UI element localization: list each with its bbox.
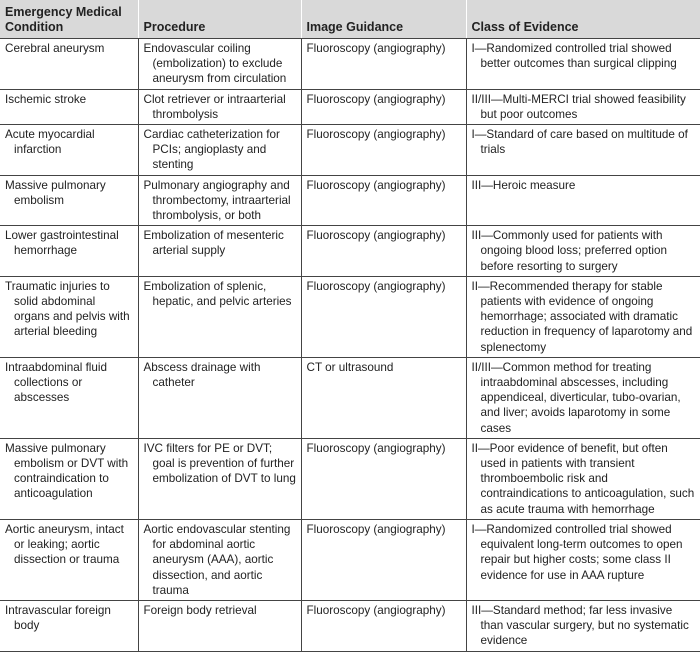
cell-guidance: Fluoroscopy (angiography) <box>301 438 466 519</box>
cell-evidence: I—Randomized controlled trial showed better outcomes than surgical clipping <box>466 39 700 90</box>
table-row <box>0 125 700 176</box>
table-row <box>0 438 700 519</box>
cell-evidence: I—Randomized controlled trial showed equivalent long-term outcomes to open repair but higher costs; some class II evidence for use in AAA rupture <box>466 519 700 600</box>
cell-procedure: Cardiac catheterization for PCIs; angioplasty and stenting <box>138 125 301 176</box>
cell-procedure: Embolization of mesenteric arterial supply <box>138 226 301 277</box>
cell-guidance: Fluoroscopy (angiography) <box>301 175 466 226</box>
table-row <box>0 600 700 651</box>
cell-guidance: Fluoroscopy (angiography) <box>301 39 466 90</box>
cell-condition: Massive pulmonary embolism <box>0 175 138 226</box>
cell-evidence: III—Standard method; far less invasive than vascular surgery, but no systematic evidence <box>466 600 700 651</box>
cell-procedure: Foreign body retrieval <box>138 600 301 651</box>
table-row <box>0 519 700 600</box>
cell-condition: Massive pulmonary embolism or DVT with contraindication to anticoagulation <box>0 438 138 519</box>
cell-guidance: Fluoroscopy (angiography) <box>301 89 466 124</box>
cell-evidence: III—Commonly used for patients with ongoing blood loss; preferred option before resorting to surgery <box>466 226 700 277</box>
cell-evidence: III—Heroic measure <box>466 175 700 226</box>
cell-guidance: Fluoroscopy (angiography) <box>301 226 466 277</box>
cell-guidance: CT or ultrasound <box>301 357 466 438</box>
cell-procedure: Abscess drainage with catheter <box>138 357 301 438</box>
table-row <box>0 39 700 90</box>
cell-procedure: Pulmonary angiography and thrombectomy, intraarterial thrombolysis, or both <box>138 175 301 226</box>
cell-procedure: Embolization of splenic, hepatic, and pelvic arteries <box>138 276 301 357</box>
cell-procedure: Aortic endovascular stenting for abdominal aortic aneurysm (AAA), aortic dissection, and aortic trauma <box>138 519 301 600</box>
table-row <box>0 89 700 124</box>
cell-guidance: Fluoroscopy (angiography) <box>301 276 466 357</box>
cell-condition: Intraabdominal fluid collections or abscesses <box>0 357 138 438</box>
cell-condition: Traumatic injuries to solid abdominal organs and pelvis with arterial bleeding <box>0 276 138 357</box>
table-row <box>0 357 700 438</box>
cell-evidence: II—Recommended therapy for stable patients with evidence of ongoing hemorrhage; associated with dramatic reduction in frequency of laparotomy and splenectomy <box>466 276 700 357</box>
cell-condition: Aortic aneurysm, intact or leaking; aortic dissection or trauma <box>0 519 138 600</box>
cell-evidence: II—Poor evidence of benefit, but often used in patients with transient thromboembolic risk and contraindications to anticoagulation, such as acute trauma with hemorrhage <box>466 438 700 519</box>
table-row <box>0 175 700 226</box>
cell-procedure: Endovascular coiling (embolization) to exclude aneurysm from circulation <box>138 39 301 90</box>
header-procedure: Procedure <box>138 0 301 39</box>
cell-evidence: II/III—Multi-MERCI trial showed feasibility but poor outcomes <box>466 89 700 124</box>
cell-condition: Cerebral aneurysm <box>0 39 138 90</box>
cell-evidence: II/III—Common method for treating intraabdominal abscesses, including appendiceal, diverticular, tubo-ovarian, and liver; avoids laparotomy in some cases <box>466 357 700 438</box>
header-row <box>0 0 700 39</box>
cell-condition: Ischemic stroke <box>0 89 138 124</box>
header-guidance: Image Guidance <box>301 0 466 39</box>
cell-condition: Intravascular foreign body <box>0 600 138 651</box>
header-evidence: Class of Evidence <box>466 0 700 39</box>
cell-procedure: IVC filters for PE or DVT; goal is prevention of further embolization of DVT to lung <box>138 438 301 519</box>
cell-guidance: Fluoroscopy (angiography) <box>301 519 466 600</box>
cell-guidance: Fluoroscopy (angiography) <box>301 125 466 176</box>
table-row <box>0 276 700 357</box>
cell-guidance: Fluoroscopy (angiography) <box>301 600 466 651</box>
cell-procedure: Clot retriever or intraarterial thrombolysis <box>138 89 301 124</box>
header-condition: Emergency Medical Condition <box>0 0 138 39</box>
cell-condition: Lower gastrointestinal hemorrhage <box>0 226 138 277</box>
cell-condition: Acute myocardial infarction <box>0 125 138 176</box>
cell-evidence: I—Standard of care based on multitude of trials <box>466 125 700 176</box>
table-row <box>0 226 700 277</box>
